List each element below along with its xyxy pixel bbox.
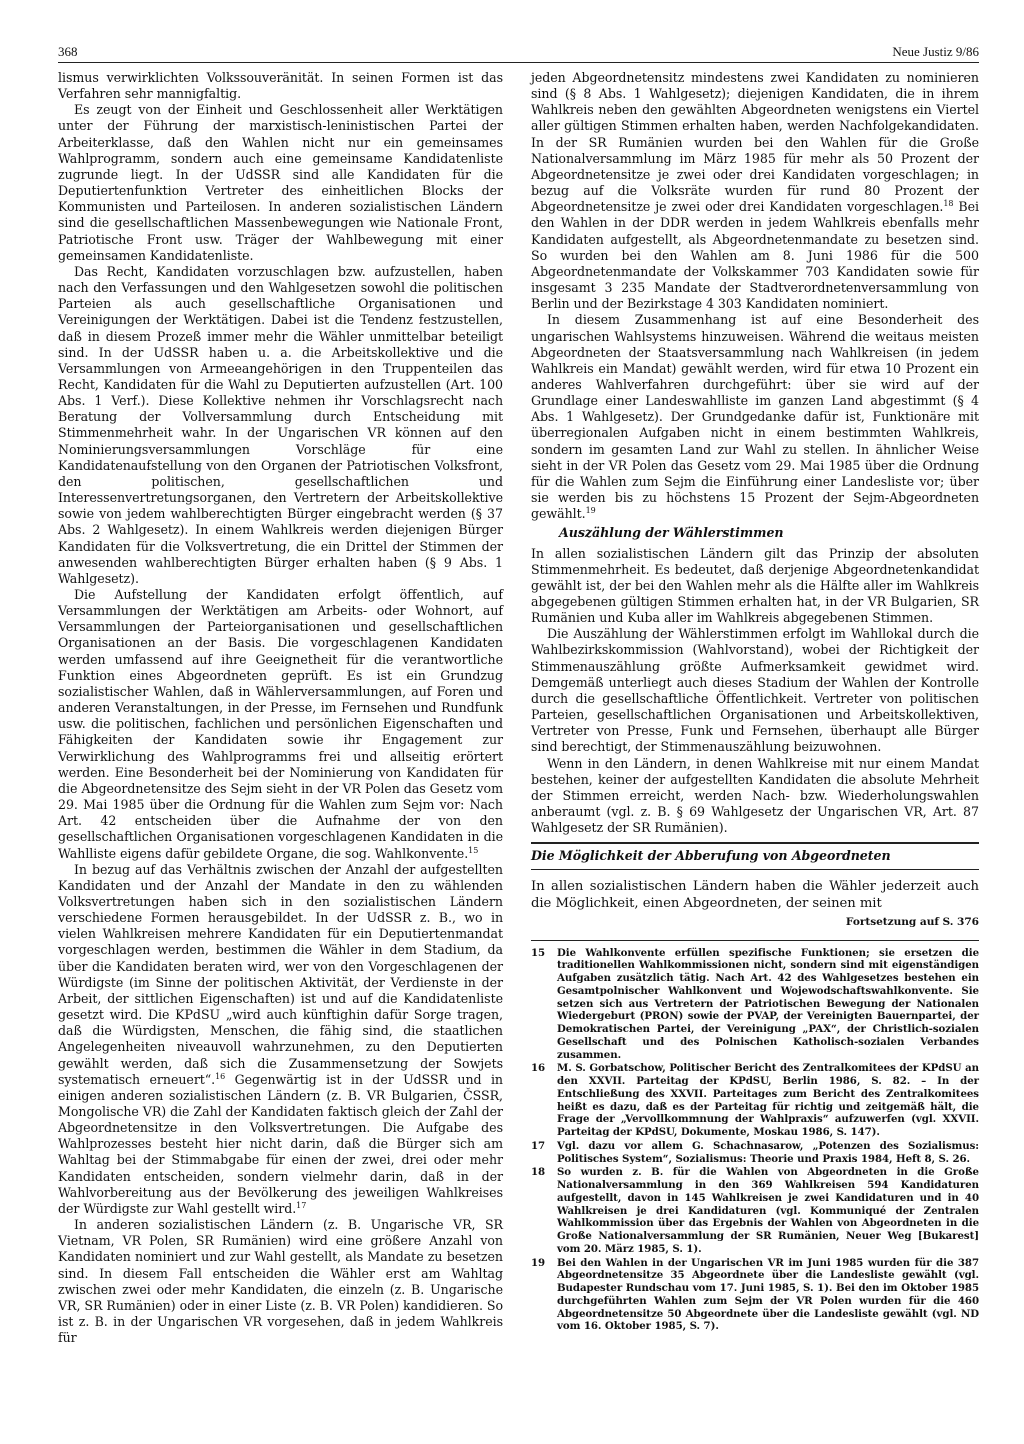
footnote-text: Die Wahlkonvente erfüllen spezifische Funktionen; sie ersetzen die traditionellen Wahlkommissionen nicht, sondern sind mit eigenständigen Aufgaben zusätzlich tätig. Nach Art. 42 des Wahlgesetzes bestehen ein Gesamtpolnischer Wahlkonvent und Wojewodschaftswahlkonvente. Sie setzen sich aus Vertretern der Patriotischen Bewegung der Nationalen Wiedergeburt (PRON) sowie der PVAP, der Vereinigten Bauernpartei, der Demokratischen Partei, der Vereinigung „PAX“, der Christlich-sozialen Gesellschaft und des Polnischen Katholisch-sozialen Verbandes zusammen.	[557, 946, 979, 1061]
box-heading-rule	[531, 869, 979, 870]
footnote	[531, 1062, 979, 1139]
paragraph	[531, 312, 979, 522]
footnote-rule	[531, 940, 979, 941]
footnote-text: So wurden z. B. für die Wahlen von Abgeordneten in die Große Nationalversammlung in den 369 Wahlkreisen 594 Kandidaturen aufgestellt, davon in 145 Wahlkreisen je zwei Kandidaturen und in 40 Wahlkreisen je drei Kandidaturen (vgl. Kommuniqué der Zentralen Wahlkommission über das Ergebnis der Wahlen von Abgeordneten in die Große Nationalversammlung der SR Rumänien, Neuer Weg [Bukarest] vom 20. März 1985, S. 1).	[557, 1166, 979, 1255]
footnote-text: Vgl. dazu vor allem G. Schachnasarow, „Potenzen des Sozialismus: Politisches System“, Sozialismus: Theorie und Praxis 1984, Heft 8, S. 26.	[557, 1139, 979, 1165]
right-column	[531, 70, 979, 1334]
footnote-ref: 17	[296, 1200, 307, 1210]
paragraph: Die Auszählung der Wählerstimmen erfolgt im Wahllokal durch die Wahlbezirkskommission (Wahlvorstand), wobei der Richtigkeit der Stimmenauszählung größte Aufmerksamkeit gewidmet wird. Demgemäß unterliegt auch dieses Stadium der Wahlen der Kontrolle durch die gesellschaftliche Öffentlichkeit. Vertreter von politischen Parteien, gesellschaftlichen Organisationen und Arbeitskollektiven, Vertreter von Presse, Funk und Fernsehen, überhaupt alle Bürger sind berechtigt, der Stimmenauszählung beizuwohnen.	[531, 626, 979, 755]
paragraph-text: Bei den Wahlen in der DDR werden in jedem Wahlkreis ebenfalls mehr Kandidaten aufgestellt, als Abgeordnetenmandate zu besetzen sind. So wurden bei den Wahlen am 8. Juni 1986 für die 500 Abgeordnetenmandate der Volkskammer 703 Kandidaten sowie für insgesamt 3 235 Mandate der Stadtverordnetenversammlung von Berlin und der Bezirkstage 4 303 Kandidaten nominiert.	[531, 199, 979, 312]
continuation-note: Fortsetzung auf S. 376	[845, 915, 979, 928]
paragraph-text: jeden Abgeordnetensitz mindestens zwei Kandidaten zu nominieren sind (§ 8 Abs. 1 Wahlgesetz); diejenigen Kandidaten, die in ihrem Wahlkreis neben den gewählten Abgeordneten wenigstens ein Viertel aller gültigen Stimmen erhalten haben, werden Nachfolgekandidaten. In der SR Rumänien wurden bei den Wahlen für die Große Nationalversammlung im März 1985 für mehr als 50 Prozent der Abgeordnetensitze je zwei oder drei Kandidaten vorgeschlagen; in bezug auf die Volksräte wurden für rund 80 Prozent der Abgeordnetensitze je zwei oder drei Kandidaten vorgeschlagen.	[531, 70, 979, 215]
footnote-ref: 15	[468, 845, 479, 855]
paragraph	[58, 587, 503, 862]
footnote-number: 16	[531, 1062, 546, 1075]
footnote-text: M. S. Gorbatschow, Politischer Bericht des Zentralkomitees der KPdSU an den XXVII. Parteitag der KPdSU, Berlin 1986, S. 82. – In der Entschließung des XXVII. Parteitages zum Bericht des Zentralkomitees heißt es dazu, daß es der Parteitag für richtig und zeitgemäß hält, die Frage der „Vervollkommnung der Wahlpraxis“ aufzuwerfen (vgl. XXVII. Parteitag der KPdSU, Dokumente, Moskau 1986, S. 147).	[557, 1062, 979, 1139]
paragraph: Es zeugt von der Einheit und Geschlossenheit aller Werktätigen unter der Führung der marxistisch-leninistischen Partei der Arbeiterklasse, daß den Wahlen nicht nur ein gemeinsames Wahlprogramm, sondern auch eine gemeinsame Kandidatenliste zugrunde liegt. In der UdSSR sind alle Kandidaten für die Deputiertenfunktion Vertreter des einheitlichen Blocks der Kommunisten und Parteilosen. In anderen sozialistischen Ländern sind die gesellschaftlichen Massenbewegungen wie Nationale Front, Patriotische Front usw. Träger der Wahlbewegung mit einer gemeinsamen Kandidatenliste.	[58, 102, 503, 263]
paragraph: In anderen sozialistischen Ländern (z. B. Ungarische VR, SR Vietnam, VR Polen, SR Rumänien) wird eine größere Anzahl von Kandidaten nominiert und zur Wahl gestellt, als Mandate zu besetzen sind. In diesem Fall entscheiden die Wähler erst am Wahltag zwischen zwei oder mehr Kandidaten, die einzeln (z. B. Ungarische VR, SR Rumänien) oder in einer Liste (z. B. VR Polen) kandidieren. So ist z. B. in der Ungarischen VR vorgesehen, daß in jedem Wahlkreis für	[58, 1217, 503, 1346]
box-top-rule	[531, 842, 979, 844]
paragraph: Das Recht, Kandidaten vorzuschlagen bzw. aufzustellen, haben nach den Verfassungen und den Wahlgesetzen sowohl die politischen Parteien als auch gesellschaftliche Organisationen und Vereinigungen der Werktätigen. Dabei ist die Tendenz festzustellen, daß in diesem Prozeß immer mehr die Wähler unmittelbar beteiligt sind. In der UdSSR haben u. a. die Arbeitskollektive und die Versammlungen von Armeeangehörigen in den Truppenteilen das Recht, Kandidaten für die Wahl zu Deputierten aufzustellen (Art. 100 Abs. 1 Verf.). Diese Kollektive nehmen ihr Vorschlagsrecht nach Beratung der Vollversammlung durch Entscheidung mit Stimmenmehrheit wahr. In der Ungarischen VR können auf den Nominierungsversammlungen Vorschläge für eine Kandidatenaufstellung von den Organen der Patriotischen Volksfront, den politischen, gesellschaftlichen und Interessenvertretungsorganen, den Vertretern der Arbeitskollektive sowie von jedem wahlberechtigten Bürger eingebracht werden (§ 37 Abs. 2 Wahlgesetz). In einem Wahlkreis werden diejenigen Bürger Kandidaten für die Volksvertretung, die ein Drittel der Stimmen der anwesenden wahlberechtigten Bürger erhalten haben (§ 9 Abs. 1 Wahlgesetz).	[58, 263, 503, 586]
footnote-number: 15	[531, 946, 546, 959]
footnotes	[531, 947, 979, 1334]
left-column	[58, 70, 503, 1346]
paragraph: lismus verwirklichten Volkssouveränität. In seinen Formen ist das Verfahren sehr mannigfaltig.	[58, 70, 503, 102]
paragraph: Wenn in den Ländern, in denen Wahlkreise mit nur einem Mandat bestehen, keiner der aufgestellten Kandidaten die absolute Mehrheit der Stimmen erreicht, werden Nach- bzw. Wiederholungswahlen anberaumt (vgl. z. B. § 69 Wahlgesetz der Ungarischen VR, Art. 87 Wahlgesetz der SR Rumänien).	[531, 755, 979, 836]
paragraph-text: Gegenwärtig ist in der UdSSR und in einigen anderen sozialistischen Ländern (z. B. VR Bulgarien, ČSSR, Mongolische VR) die Zahl der Kandidaten faktisch gleich der Zahl der Abgeordnetensitze in den Volksvertretungen. Die Aufgabe des Wahlprozesses besteht hier nicht darin, daß die Bürger sich am Wahltag bei der Stimmabgabe für einen der zwei, drei oder mehr Kandidaten entscheiden, sondern vielmehr darin, daß in der Wahlvorbereitung aus der Bevölkerung des jeweiligen Wahlkreises der Würdigste zur Wahl gestellt wird.	[58, 1071, 503, 1216]
paragraph-text: Die Aufstellung der Kandidaten erfolgt öffentlich, auf Versammlungen der Werktätigen am Arbeits- oder Wohnort, auf Versammlungen der Parteiorganisationen und gesellschaftlichen Organisationen an der Basis. Die vorgeschlagenen Kandidaten werden umfassend auf ihre Geeignetheit für die verantwortliche Funktion eines Abgeordneten geprüft. Es ist ein Grundzug sozialistischer Wahlen, daß in Wählerversammlungen, auf Foren und anderen Veranstaltungen, in der Presse, im Fernsehen und Rundfunk usw. die politischen, fachlichen und persönlichen Eigenschaften und Fähigkeiten der Kandidaten sowie ihr Engagement zur Verwirklichung des Wahlprogramms frei und allseitig erörtert werden. Eine Besonderheit bei der Nominierung von Kandidaten für die Abgeordnetensitze des Sejm sieht in der VR Polen das Gesetz vom 29. Mai 1985 über die Ordnung für die Wahlen zum Sejm vor: Nach Art. 42 entscheiden über die Aufnahme der von den gesellschaftlichen Organisationen vorgeschlagenen Kandidaten in die Wahlliste eigens dafür gebildete Organe, die sog. Wahlkonvente.	[58, 587, 503, 861]
footnote	[531, 947, 979, 1062]
box-text: In allen sozialistischen Ländern haben die Wähler jederzeit auch die Möglichkeit, einen Abgeordneten, der seinen mit	[531, 878, 979, 911]
paragraph	[531, 70, 979, 312]
paragraph-text: In bezug auf das Verhältnis zwischen der Anzahl der aufgestellten Kandidaten und der Anzahl der Mandate in den zu wählenden Volksvertretungen haben sich in den sozialistischen Ländern verschiedene Formen herausgebildet. In der UdSSR z. B., wo in vielen Wahlkreisen mehrere Kandidaten für ein Deputiertenmandat vorgeschlagen werden, bestimmen die Wähler in dem Stadium, da über die Kandidaten beraten wird, wer von den Vorgeschlagenen der Würdigste (im Sinne der politischen Aktivität, der Verdienste in der Arbeit, der sittlichen Eigenschaften) ist und auf die Kandidatenliste gesetzt wird. Die KPdSU „wird auch künftighin dafür Sorge tragen, daß die Würdigsten, Menschen, die fähig sind, die staatlichen Angelegenheiten niveauvoll wahrzunehmen, zu den Deputierten gewählt werden, daß sich die Zusammensetzung der Sowjets systematisch erneuert“.	[58, 861, 503, 1087]
footnote-ref: 18	[943, 199, 954, 209]
page-number: 368	[58, 44, 78, 59]
footnote	[531, 1166, 979, 1255]
footnote	[531, 1257, 979, 1334]
journal-issue: Neue Justiz 9/86	[892, 44, 979, 59]
footnote-ref: 16	[215, 1071, 226, 1081]
footnote-number: 18	[531, 1166, 546, 1179]
paragraph	[58, 862, 503, 1217]
box-heading: Die Möglichkeit der Abberufung von Abgeordneten	[531, 848, 891, 864]
paragraph: In allen sozialistischen Ländern gilt das Prinzip der absoluten Stimmenmehrheit. Es bedeutet, daß derjenige Abgeordnetenkandidat gewählt ist, der bei den Wahlen mehr als die Hälfte aller im Wahlkreis abgegebenen gültigen Stimmen erhalten hat, in der VR Bulgarien, SR Rumänien und Kuba aller im Wahlkreis abgegebenen Stimmen.	[531, 545, 979, 626]
footnote-number: 17	[531, 1139, 546, 1152]
section-heading: Auszählung der Wählerstimmen	[559, 525, 784, 541]
footnote	[531, 1140, 979, 1166]
footnote-ref: 19	[585, 506, 596, 516]
footnote-text: Bei den Wahlen in der Ungarischen VR im Juni 1985 wurden für die 387 Abgeordnetensitze 35 Abgeordnete über die Landesliste gewählt (vgl. Budapester Rundschau vom 17. Juni 1985, S. 1). Bei den im Oktober 1985 durchgeführten Wahlen zum Sejm der VR Polen wurden für die 460 Abgeordnetensitze 50 Abgeordnete über die Landesliste gewählt (vgl. ND vom 16. Oktober 1985, S. 7).	[557, 1256, 979, 1333]
paragraph-text: In diesem Zusammenhang ist auf eine Besonderheit des ungarischen Wahlsystems hinzuweisen. Während die weitaus meisten Abgeordneten der Staatsversammlung nach Wahlkreisen (in jedem Wahlkreis ein Mandat) gewählt werden, wird für etwa 10 Prozent ein anderes Wahlverfahren durchgeführt: über sie wird auf der Grundlage einer Landeswahlliste im ganzen Land abgestimmt (§ 4 Abs. 1 Wahlgesetz). Der Grundgedanke dafür ist, Funktionäre mit überregionalen Aufgaben nicht in einem bestimmten Wahlkreis, sondern im gesamten Land zur Wahl zu stellen. In ähnlicher Weise sieht in der VR Polen das Gesetz vom 29. Mai 1985 über die Ordnung für die Wahlen zum Sejm die Einführung einer Landesliste vor; über sie werden bis zu höchstens 15 Prozent der Sejm-Abgeordneten gewählt.	[531, 312, 979, 522]
footnote-number: 19	[531, 1256, 546, 1269]
header-rule	[58, 62, 979, 63]
